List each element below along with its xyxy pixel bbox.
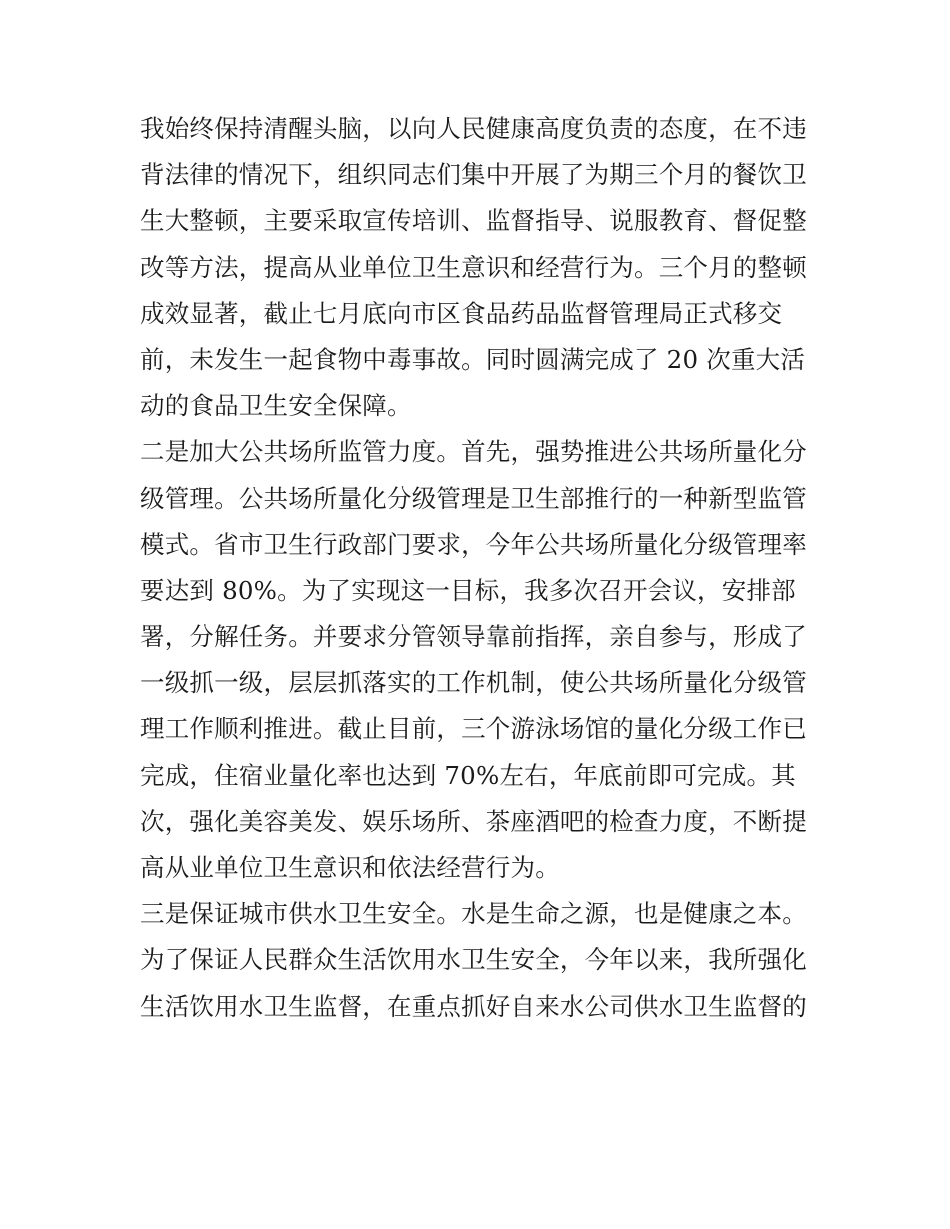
text-line: 理工作顺利推进。截止目前，三个游泳场馆的量化分级工作已 xyxy=(140,714,807,744)
text-line: 前，未发生一起食物中毒事故。同时圆满完成了 20 次重大活 xyxy=(140,344,806,374)
text-line: 生活饮用水卫生监督，在重点抓好自来水公司供水卫生监督的 xyxy=(140,991,807,1021)
text-line: 高从业单位卫生意识和依法经营行为。 xyxy=(140,853,560,882)
text-line: 一级抓一级，层层抓落实的工作机制，使公共场所量化分级管 xyxy=(140,668,807,698)
text-line: 背法律的情况下，组织同志们集中开展了为期三个月的餐饮卫 xyxy=(140,160,807,190)
text-line: 二是加大公共场所监管力度。首先，强势推进公共场所量化分 xyxy=(140,437,807,467)
text-line: 级管理。公共场所量化分级管理是卫生部推行的一种新型监管 xyxy=(140,483,807,513)
text-line: 模式。省市卫生行政部门要求，今年公共场所量化分级管理率 xyxy=(140,529,807,559)
text-line: 为了保证人民群众生活饮用水卫生安全，今年以来，我所强化 xyxy=(140,945,807,975)
text-line: 成效显著，截止七月底向市区食品药品监督管理局正式移交 xyxy=(140,298,783,328)
text-line: 三是保证城市供水卫生安全。水是生命之源，也是健康之本。 xyxy=(140,899,807,929)
text-line: 完成，住宿业量化率也达到 70%左右，年底前即可完成。其 xyxy=(140,760,796,790)
text-line: 要达到 80%。为了实现这一目标，我多次召开会议，安排部 xyxy=(140,575,796,605)
text-line: 署，分解任务。并要求分管领导靠前指挥，亲自参与，形成了 xyxy=(140,622,807,652)
body-text xyxy=(140,106,820,1030)
text-line: 生大整顿，主要采取宣传培训、监督指导、说服教育、督促整 xyxy=(140,206,807,236)
text-line: 我始终保持清醒头脑，以向人民健康高度负责的态度，在不违 xyxy=(140,114,807,143)
text-line: 次，强化美容美发、娱乐场所、茶座酒吧的检查力度，不断提 xyxy=(140,806,807,836)
text-line: 动的食品卫生安全保障。 xyxy=(140,391,412,421)
text-line: 改等方法，提高从业单位卫生意识和经营行为。三个月的整顿 xyxy=(140,252,807,282)
